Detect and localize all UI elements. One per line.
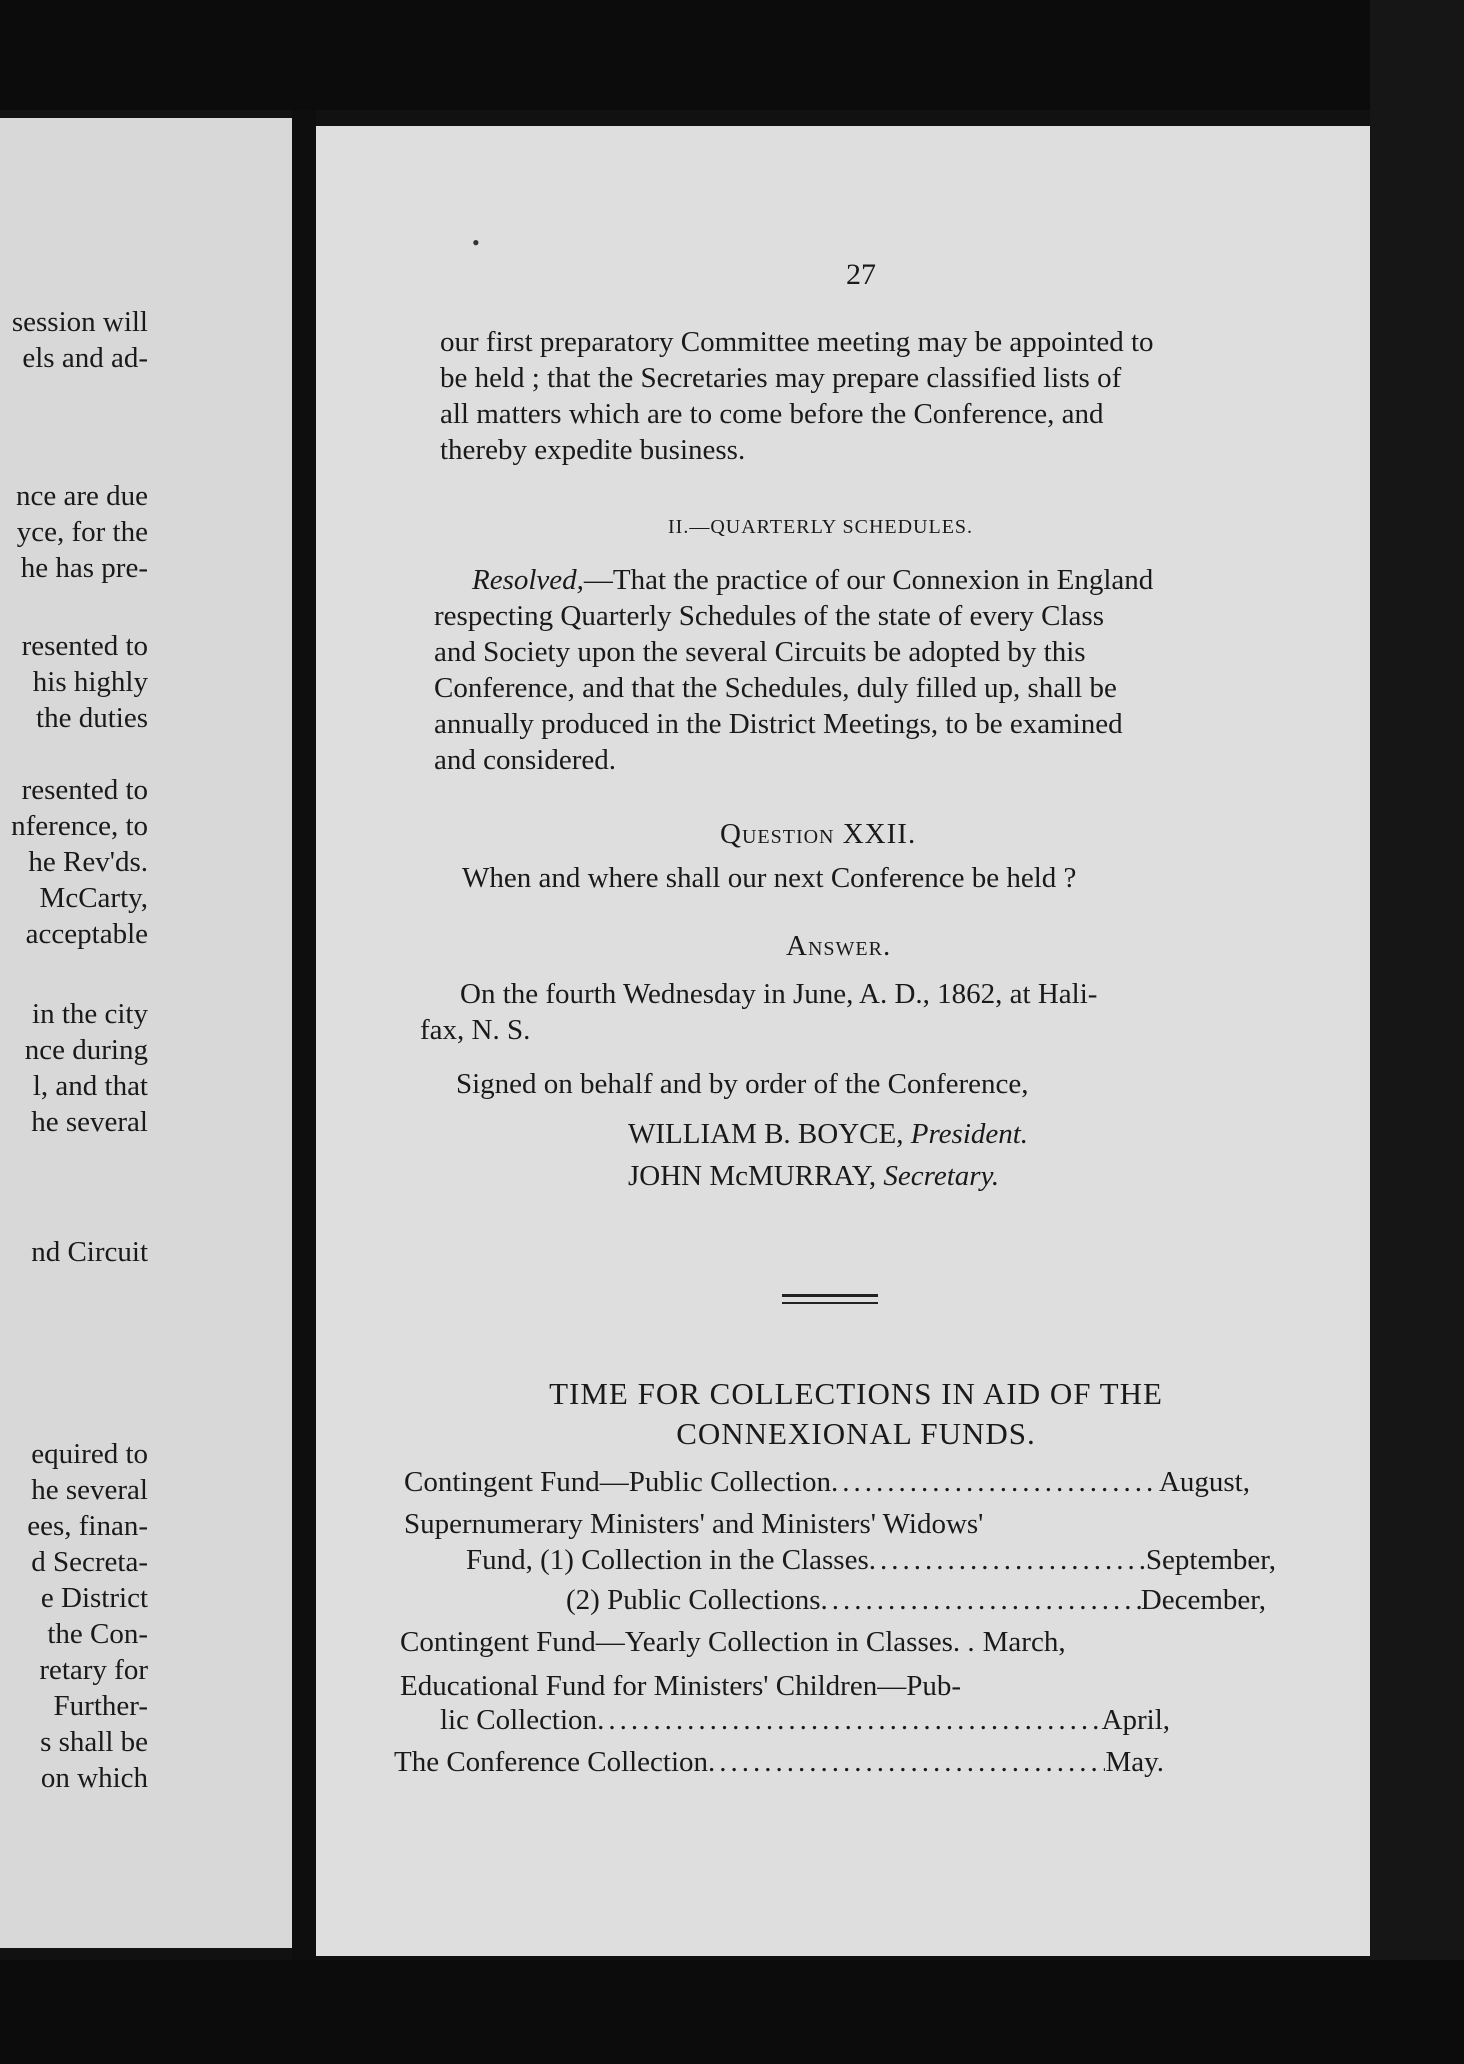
left-line: e District (40, 1582, 148, 1614)
collection-month: May. (1105, 1746, 1164, 1778)
collection-row (440, 1704, 1170, 1737)
collection-row (404, 1466, 1250, 1499)
left-line: ees, finan- (27, 1510, 148, 1542)
collections-subheading: CONNEXIONAL FUNDS. (676, 1416, 1036, 1451)
collection-month: December, (1140, 1584, 1266, 1616)
page-number: 27 (846, 258, 876, 291)
left-line: he Rev'ds. (28, 846, 148, 878)
left-line: yce, for the (16, 516, 148, 548)
collection-month: August, (1158, 1466, 1250, 1498)
dot-leader (831, 1466, 1159, 1499)
answer-heading: Answer. (786, 930, 892, 962)
collection-row: Educational Fund for Ministers' Children—Pub- (400, 1670, 961, 1702)
book-gutter (292, 110, 316, 1960)
collection-label: Fund, (1) Collection in the Classes (466, 1544, 869, 1576)
collection-month: September, (1145, 1544, 1276, 1576)
left-line: retary for (39, 1654, 148, 1686)
resolved-text: —That the practice of our Connexion in England (583, 564, 1154, 596)
ink-speck: • (472, 230, 480, 255)
section-divider (782, 1302, 878, 1304)
signed-line: Signed on behalf and by order of the Conference, (456, 1068, 1029, 1100)
answer-line: On the fourth Wednesday in June, A. D., 1862, at Hali- (460, 978, 1098, 1010)
scan-frame-bottom (0, 1960, 1464, 2064)
resolved-line (472, 562, 1153, 598)
collection-row (400, 1626, 1180, 1659)
scan-frame-right (1370, 0, 1464, 2064)
left-line: d Secreta- (31, 1546, 148, 1578)
left-line: he has pre- (20, 552, 148, 584)
dot-leader (708, 1746, 1105, 1779)
left-line: he several (31, 1474, 148, 1506)
collection-label: Contingent Fund—Public Collection (404, 1466, 831, 1498)
left-line: s shall be (40, 1726, 148, 1758)
left-line: nce are due (15, 480, 148, 512)
left-line: his highly (32, 666, 148, 698)
left-line: equired to (31, 1438, 148, 1470)
signatory-name: WILLIAM B. BOYCE, (628, 1118, 904, 1150)
left-line: nference, to (11, 810, 148, 842)
right-page (316, 126, 1370, 1956)
left-line: session will (11, 306, 148, 338)
scan-frame-top (0, 0, 1464, 110)
left-line: in the city (32, 998, 148, 1030)
left-line: nce during (24, 1034, 148, 1066)
left-page-fragment (0, 118, 292, 1948)
intro-line: our first preparatory Committee meeting may be appointed to (440, 326, 1154, 358)
left-line: the duties (36, 702, 148, 734)
collection-label: (2) Public Collections (566, 1584, 821, 1616)
resolved-line: respecting Quarterly Schedules of the state of every Class (434, 600, 1105, 632)
left-line: l, and that (32, 1070, 148, 1102)
left-line: McCarty, (39, 882, 148, 914)
section-divider (782, 1294, 878, 1297)
left-line: the Con- (47, 1618, 148, 1650)
signatory-role: Secretary. (883, 1160, 1000, 1192)
left-line: on which (40, 1762, 148, 1794)
collection-month: April, (1101, 1704, 1170, 1736)
resolved-line: and considered. (434, 744, 616, 776)
dot-leader (597, 1704, 1101, 1737)
question-text: When and where shall our next Conference be held ? (462, 862, 1077, 894)
signatory-president (628, 1116, 1028, 1152)
collection-label: The Conference Collection (394, 1746, 709, 1778)
intro-line: be held ; that the Secretaries may prepare classified lists of (440, 362, 1122, 394)
signatory-name: JOHN McMURRAY, (628, 1160, 877, 1192)
left-line: Further- (53, 1690, 148, 1722)
collections-heading: TIME FOR COLLECTIONS IN AID OF THE (549, 1376, 1163, 1411)
collection-month: March, (982, 1626, 1066, 1658)
signatory-secretary (628, 1158, 999, 1194)
left-line: resented to (21, 630, 148, 662)
collection-row (394, 1746, 1164, 1779)
resolved-line: and Society upon the several Circuits be adopted by this (434, 636, 1086, 668)
resolved-line: Conference, and that the Schedules, duly filled up, shall be (434, 672, 1117, 704)
left-line: resented to (21, 774, 148, 806)
intro-line: thereby expedite business. (440, 434, 746, 466)
answer-line: fax, N. S. (420, 1014, 531, 1046)
dot-leader (869, 1544, 1146, 1577)
left-line: he several (31, 1106, 148, 1138)
collection-row (566, 1584, 1266, 1617)
left-line: nd Circuit (31, 1236, 148, 1268)
left-line: els and ad- (22, 342, 148, 374)
resolved-label: Resolved, (472, 564, 584, 596)
signatory-role: President. (910, 1118, 1029, 1150)
collection-row: Supernumerary Ministers' and Ministers' Widows' (404, 1508, 984, 1540)
intro-line: all matters which are to come before the Conference, and (440, 398, 1104, 430)
collection-label: Contingent Fund—Yearly Collection in Classes. . (400, 1626, 975, 1658)
left-line: acceptable (25, 918, 148, 950)
collection-label: lic Collection (440, 1704, 598, 1736)
collection-row (466, 1544, 1276, 1577)
section-heading: II.—QUARTERLY SCHEDULES. (668, 516, 974, 538)
dot-leader (821, 1584, 1141, 1617)
resolved-line: annually produced in the District Meetings, to be examined (434, 708, 1123, 740)
question-heading: Question XXII. (720, 818, 917, 850)
